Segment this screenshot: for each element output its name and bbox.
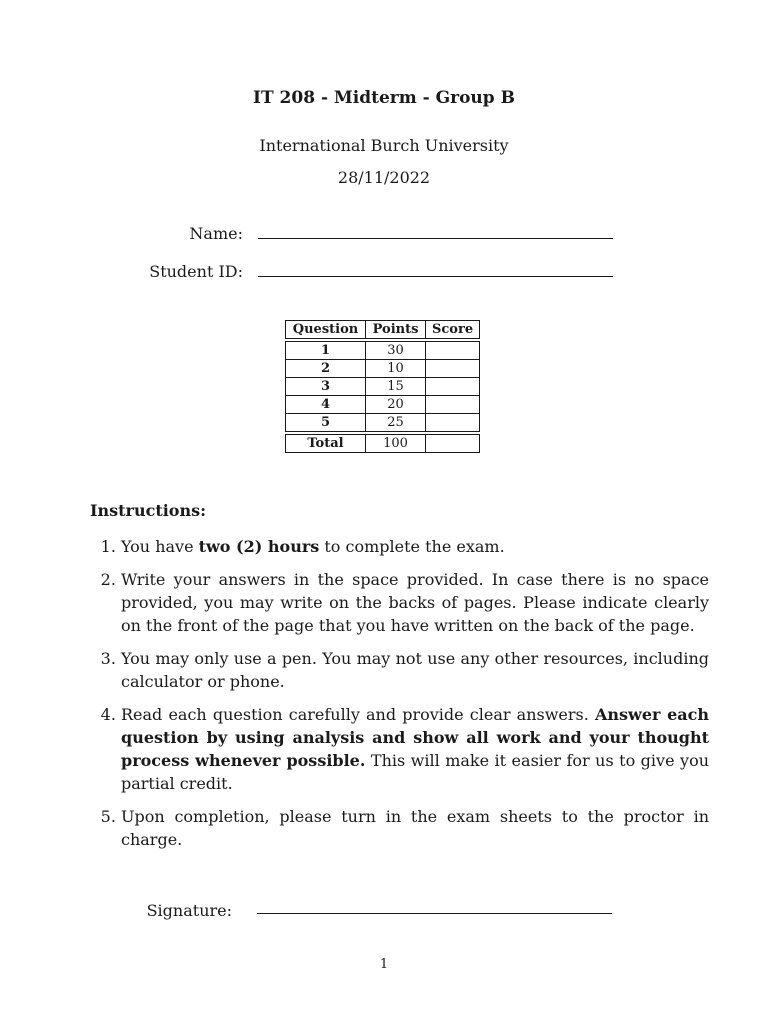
table-row	[286, 396, 480, 414]
total-label: Total	[286, 435, 366, 453]
question-number: 1	[286, 342, 366, 360]
instruction-text: This will make it easier for us to give you partial credit.	[121, 751, 709, 793]
instructions-list	[90, 535, 709, 861]
table-row	[286, 378, 480, 396]
table-header-points: Points	[366, 321, 426, 339]
table-row	[286, 342, 480, 360]
question-points: 25	[366, 414, 426, 432]
instruction-emphasis: Answer each question by using analysis and show all work and your thought process whenever possible.	[121, 705, 709, 770]
student-id-field-line[interactable]	[258, 276, 613, 277]
question-score[interactable]	[426, 414, 480, 432]
table-header-row	[286, 321, 480, 339]
instruction-item	[121, 535, 709, 558]
total-score[interactable]	[426, 435, 480, 453]
university-name: International Burch University	[259, 136, 509, 155]
question-points: 10	[366, 360, 426, 378]
question-points: 15	[366, 378, 426, 396]
exam-date: 28/11/2022	[337, 168, 431, 187]
table-row	[286, 360, 480, 378]
exam-title: IT 208 - Midterm - Group B	[253, 88, 515, 108]
question-number: 5	[286, 414, 366, 432]
grading-table	[285, 320, 480, 453]
instruction-text: to complete the exam.	[319, 537, 505, 556]
student-id-label: Student ID:	[149, 262, 243, 281]
name-field-line[interactable]	[258, 238, 613, 239]
instruction-emphasis: two (2) hours	[198, 537, 320, 556]
instruction-item: 5. Upon completion, please turn in the exam sheets to the proctor in charge.	[121, 805, 709, 851]
question-points: 20	[366, 396, 426, 414]
question-score[interactable]	[426, 360, 480, 378]
total-points: 100	[366, 435, 426, 453]
instruction-item: 2. Write your answers in the space provided. In case there is no space provided, you may write on the backs of pages. Please indicate clearly on the front of the page that you have written on the back of the page.	[121, 568, 709, 637]
instruction-item: 3. You may only use a pen. You may not use any other resources, including calculator or phone.	[121, 647, 709, 693]
question-number: 3	[286, 378, 366, 396]
table-header-score: Score	[426, 321, 480, 339]
instruction-item	[121, 703, 709, 795]
instruction-text: You have	[121, 537, 199, 556]
table-total-row	[286, 435, 480, 453]
question-score[interactable]	[426, 378, 480, 396]
page-number: 1	[379, 957, 389, 972]
table-header-question: Question	[286, 321, 366, 339]
question-number: 2	[286, 360, 366, 378]
question-score[interactable]	[426, 342, 480, 360]
question-number: 4	[286, 396, 366, 414]
signature-field-line[interactable]	[257, 913, 612, 914]
question-score[interactable]	[426, 396, 480, 414]
table-row	[286, 414, 480, 432]
signature-label: Signature:	[146, 901, 232, 920]
name-label: Name:	[189, 224, 243, 243]
instruction-text: Read each question carefully and provide clear answers.	[121, 705, 595, 724]
instructions-heading: Instructions:	[90, 501, 207, 520]
question-points: 30	[366, 342, 426, 360]
